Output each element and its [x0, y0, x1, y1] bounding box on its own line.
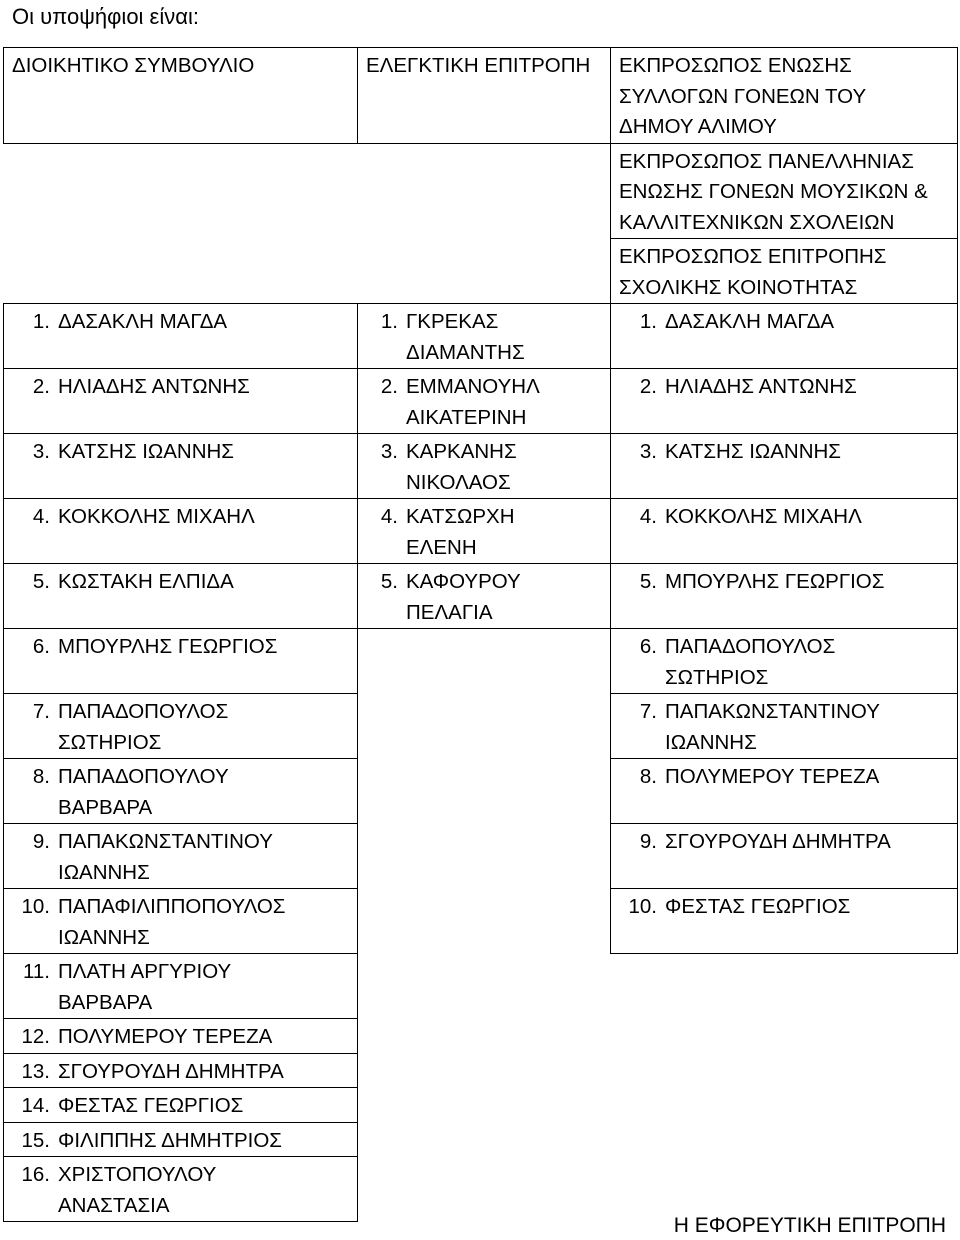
empty-cell — [4, 143, 358, 239]
board-candidate-number: 2. — [32, 375, 50, 398]
board-candidate-name-line: ΦΕΣΤΑΣ ΓΕΩΡΓΙΟΣ — [58, 1094, 244, 1117]
rep-candidate-cell — [611, 564, 958, 629]
board-candidate-number: 6. — [32, 635, 50, 658]
candidate-row — [4, 824, 958, 889]
board-candidate-name-line: ΒΑΡΒΑΡΑ — [58, 795, 153, 819]
audit-candidate-name — [406, 502, 515, 563]
board-candidate-name-line: ΚΑΤΣΗΣ ΙΩΑΝΝΗΣ — [58, 440, 234, 463]
audit-candidate-name-line: ΑΙΚΑΤΕΡΙΝΗ — [406, 405, 527, 429]
board-candidate-name — [58, 632, 277, 663]
rep-candidate-name-line: ΣΩΤΗΡΙΟΣ — [665, 665, 769, 689]
audit-candidate-name — [406, 567, 521, 628]
board-candidate-name — [58, 1091, 243, 1122]
rep-school-header-line: ΕΚΠΡΟΣΩΠΟΣ ΕΠΙΤΡΟΠΗΣ — [619, 245, 887, 268]
board-candidate-number: 7. — [32, 700, 50, 723]
audit-candidate-name-line: ΔΙΑΜΑΝΤΗΣ — [406, 340, 525, 364]
candidate-row — [4, 889, 958, 954]
board-candidate-name-line: ΗΛΙΑΔΗΣ ΑΝΤΩΝΗΣ — [58, 375, 250, 398]
candidates-table — [3, 47, 958, 1222]
audit-candidate-number: 1. — [380, 310, 398, 333]
audit-candidate-name-line: ΓΚΡΕΚΑΣ — [406, 310, 499, 333]
rep-candidate-name — [665, 307, 834, 338]
board-candidate-cell — [4, 1019, 358, 1054]
rep-candidate-number: 5. — [639, 570, 657, 593]
rep-candidate-name-line: ΣΓΟΥΡΟΥΔΗ ΔΗΜΗΤΡΑ — [665, 830, 891, 853]
rep-candidate-number: 6. — [639, 635, 657, 658]
board-candidate-cell — [4, 499, 358, 564]
rep-candidate-name-line: ΦΕΣΤΑΣ ΓΕΩΡΓΙΟΣ — [665, 895, 851, 918]
rep-music-header-line: ΕΝΩΣΗΣ ΓΟΝΕΩΝ ΜΟΥΣΙΚΩΝ & — [619, 180, 928, 203]
board-candidate-name-line: ΜΠΟΥΡΛΗΣ ΓΕΩΡΓΙΟΣ — [58, 635, 278, 658]
rep-candidate-name — [665, 567, 884, 598]
board-candidate-name — [58, 1160, 216, 1221]
board-candidate-number: 9. — [32, 830, 50, 853]
audit-candidate-number: 2. — [380, 375, 398, 398]
candidate-row — [4, 434, 958, 499]
board-candidate-number: 3. — [32, 440, 50, 463]
rep-candidate-name-line: ΜΠΟΥΡΛΗΣ ΓΕΩΡΓΙΟΣ — [665, 570, 885, 593]
board-candidate-name — [58, 1057, 284, 1088]
board-candidate-cell — [4, 304, 358, 369]
audit-candidate-name-line: ΝΙΚΟΛΑΟΣ — [406, 470, 511, 494]
candidate-row — [4, 954, 958, 1019]
candidate-row — [4, 304, 958, 369]
audit-header: ΕΛΕΓΚΤΙΚΗ ΕΠΙΤΡΟΠΗ — [366, 54, 591, 77]
candidate-row — [4, 694, 958, 759]
rep-candidate-name-line: ΠΟΛΥΜΕΡΟΥ ΤΕΡΕΖΑ — [665, 765, 880, 788]
audit-candidate-name-line: ΕΜΜΑΝΟΥΗΛ — [406, 375, 540, 398]
board-candidate-name-line: ΔΑΣΑΚΛΗ ΜΑΓΔΑ — [58, 310, 228, 333]
empty-cell — [611, 954, 958, 1019]
board-candidate-name-line: ΑΝΑΣΤΑΣΙΑ — [58, 1193, 170, 1217]
board-candidate-cell — [4, 564, 358, 629]
rep-candidate-name — [665, 372, 857, 403]
board-candidate-cell — [4, 954, 358, 1019]
board-candidate-number: 8. — [32, 765, 50, 788]
empty-cell — [358, 239, 611, 304]
board-candidate-cell — [4, 369, 358, 434]
audit-candidate-cell — [358, 304, 611, 369]
board-candidate-cell — [4, 1157, 358, 1222]
board-candidate-name-line: ΠΟΛΥΜΕΡΟΥ ΤΕΡΕΖΑ — [58, 1025, 273, 1048]
board-candidate-cell — [4, 759, 358, 824]
empty-cell — [358, 1088, 611, 1123]
board-candidate-number: 15. — [21, 1128, 50, 1152]
empty-cell — [358, 1157, 611, 1222]
board-candidate-name-line: ΧΡΙΣΤΟΠΟΥΛΟΥ — [58, 1163, 217, 1186]
audit-header-cell — [358, 48, 611, 144]
empty-cell — [4, 239, 358, 304]
candidate-row — [4, 1088, 958, 1123]
empty-cell — [358, 694, 611, 759]
rep-candidate-name — [665, 437, 841, 468]
board-candidate-name-line: ΣΓΟΥΡΟΥΔΗ ΔΗΜΗΤΡΑ — [58, 1059, 284, 1083]
board-candidate-name-line: ΚΩΣΤΑΚΗ ΕΛΠΙΔΑ — [58, 570, 234, 593]
empty-cell — [358, 629, 611, 694]
rep-candidate-name-line: ΠΑΠΑΚΩΝΣΤΑΝΤΙΝΟΥ — [665, 700, 880, 723]
rep-candidate-number: 10. — [628, 895, 657, 918]
empty-cell — [358, 1122, 611, 1157]
candidate-row — [4, 1053, 958, 1088]
audit-candidate-number: 5. — [380, 570, 398, 593]
board-candidate-name-line: ΠΑΠΑΔΟΠΟΥΛΟΣ — [58, 700, 229, 723]
audit-candidate-name — [406, 437, 517, 498]
board-candidate-name — [58, 307, 227, 338]
board-header-cell — [4, 48, 358, 144]
rep-school-header-cell — [611, 239, 958, 304]
rep-candidate-cell — [611, 369, 958, 434]
candidate-row — [4, 629, 958, 694]
board-candidate-number: 5. — [32, 570, 50, 593]
empty-cell — [358, 1053, 611, 1088]
empty-cell — [611, 1019, 958, 1054]
board-candidate-name — [58, 697, 228, 758]
candidate-row — [4, 369, 958, 434]
board-candidate-number: 11. — [23, 960, 50, 983]
rep-candidate-cell — [611, 499, 958, 564]
board-candidate-name — [58, 372, 250, 403]
empty-cell — [358, 824, 611, 889]
candidate-row — [4, 499, 958, 564]
rep-candidate-name-line: ΚΑΤΣΗΣ ΙΩΑΝΝΗΣ — [665, 440, 841, 463]
board-candidate-name — [58, 892, 285, 953]
board-candidate-name — [58, 502, 255, 533]
board-candidate-name — [58, 1022, 272, 1053]
board-candidate-cell — [4, 824, 358, 889]
audit-candidate-name — [406, 307, 525, 368]
board-candidate-name-line: ΦΙΛΙΠΠΗΣ ΔΗΜΗΤΡΙΟΣ — [58, 1128, 282, 1152]
empty-cell — [358, 143, 611, 239]
audit-candidate-name-line: ΕΛΕΝΗ — [406, 535, 477, 559]
board-candidate-name-line: ΒΑΡΒΑΡΑ — [58, 990, 153, 1014]
rep-candidate-number: 7. — [639, 700, 657, 723]
board-candidate-number: 13. — [21, 1059, 50, 1083]
rep-candidate-name-line: ΠΑΠΑΔΟΠΟΥΛΟΣ — [665, 635, 836, 658]
school-header-row — [4, 239, 958, 304]
rep-candidate-number: 9. — [639, 830, 657, 853]
rep-candidate-name-line: ΔΑΣΑΚΛΗ ΜΑΓΔΑ — [665, 310, 835, 333]
rep-candidate-number: 1. — [639, 310, 657, 333]
rep-music-header-line: ΕΚΠΡΟΣΩΠΟΣ ΠΑΝΕΛΛΗΝΙΑΣ — [619, 149, 914, 173]
rep-candidate-name — [665, 697, 880, 758]
board-candidate-number: 10. — [21, 895, 50, 918]
board-candidate-name — [58, 1126, 282, 1157]
board-candidate-cell — [4, 434, 358, 499]
empty-cell — [611, 1122, 958, 1157]
rep-candidate-name — [665, 502, 862, 533]
empty-cell — [358, 759, 611, 824]
rep-candidate-number: 4. — [639, 505, 657, 528]
rep-candidate-name-line: ΗΛΙΑΔΗΣ ΑΝΤΩΝΗΣ — [665, 375, 857, 398]
rep-candidate-cell — [611, 759, 958, 824]
rep-union-header-cell — [611, 48, 958, 144]
rep-candidate-cell — [611, 889, 958, 954]
board-candidate-name — [58, 957, 231, 1018]
rep-school-header-line: ΣΧΟΛΙΚΗΣ ΚΟΙΝΟΤΗΤΑΣ — [619, 275, 858, 299]
board-candidate-name-line: ΠΑΠΑΚΩΝΣΤΑΝΤΙΝΟΥ — [58, 830, 273, 853]
candidate-row — [4, 564, 958, 629]
rep-candidate-number: 2. — [639, 375, 657, 398]
board-candidate-name-line: ΠΑΠΑΦΙΛΙΠΠΟΠΟΥΛΟΣ — [58, 895, 286, 918]
rep-candidate-name — [665, 632, 835, 693]
audit-candidate-cell — [358, 434, 611, 499]
board-candidate-name — [58, 437, 234, 468]
rep-candidate-cell — [611, 694, 958, 759]
rep-music-header-line: ΚΑΛΛΙΤΕΧΝΙΚΩΝ ΣΧΟΛΕΙΩΝ — [619, 210, 895, 234]
intro-text: Οι υποψήφιοι είναι: — [12, 4, 199, 29]
audit-candidate-cell — [358, 564, 611, 629]
audit-candidate-cell — [358, 369, 611, 434]
rep-music-header-cell — [611, 143, 958, 239]
board-candidate-cell — [4, 1053, 358, 1088]
rep-union-header-line: ΣΥΛΛΟΓΩΝ ΓΟΝΕΩΝ ΤΟΥ — [619, 84, 867, 108]
candidates-table-body — [4, 48, 958, 1222]
rep-candidate-cell — [611, 304, 958, 369]
rep-union-header-line: ΕΚΠΡΟΣΩΠΟΣ ΕΝΩΣΗΣ — [619, 54, 852, 77]
empty-cell — [611, 1053, 958, 1088]
audit-candidate-cell — [358, 499, 611, 564]
board-candidate-number: 14. — [21, 1094, 50, 1117]
board-candidate-cell — [4, 1088, 358, 1123]
rep-union-header-line: ΔΗΜΟΥ ΑΛΙΜΟΥ — [619, 115, 777, 138]
board-candidate-name-line: ΚΟΚΚΟΛΗΣ ΜΙΧΑΗΛ — [58, 505, 255, 528]
rep-candidate-name — [665, 827, 891, 858]
board-candidate-number: 4. — [32, 505, 50, 528]
board-header: ΔΙΟΙΚΗΤΙΚΟ ΣΥΜΒΟΥΛΙΟ — [12, 54, 255, 77]
board-candidate-name-line: ΠΑΠΑΔΟΠΟΥΛΟΥ — [58, 765, 229, 788]
audit-candidate-number: 4. — [380, 505, 398, 528]
rep-candidate-name — [665, 762, 879, 793]
board-candidate-name — [58, 762, 229, 823]
board-candidate-number: 16. — [21, 1163, 50, 1186]
empty-cell — [358, 1019, 611, 1054]
rep-candidate-name-line: ΚΟΚΚΟΛΗΣ ΜΙΧΑΗΛ — [665, 505, 862, 528]
board-candidate-name-line: ΠΛΑΤΗ ΑΡΓΥΡΙΟΥ — [58, 960, 232, 983]
empty-cell — [358, 954, 611, 1019]
audit-candidate-number: 3. — [380, 440, 398, 463]
rep-candidate-name-line: ΙΩΑΝΝΗΣ — [665, 730, 757, 754]
rep-candidate-number: 3. — [639, 440, 657, 463]
audit-candidate-name-line: ΚΑΡΚΑΝΗΣ — [406, 440, 517, 463]
rep-candidate-cell — [611, 824, 958, 889]
audit-candidate-name — [406, 372, 540, 433]
board-candidate-cell — [4, 694, 358, 759]
candidate-row — [4, 759, 958, 824]
board-candidate-name-line: ΙΩΑΝΝΗΣ — [58, 925, 150, 949]
audit-candidate-name-line: ΚΑΤΣΩΡΧΗ — [406, 505, 515, 528]
board-candidate-name-line: ΙΩΑΝΝΗΣ — [58, 860, 150, 884]
board-candidate-number: 12. — [21, 1025, 50, 1048]
rep-candidate-cell — [611, 629, 958, 694]
board-candidate-name-line: ΣΩΤΗΡΙΟΣ — [58, 730, 162, 754]
rep-candidate-cell — [611, 434, 958, 499]
empty-cell — [611, 1088, 958, 1123]
board-candidate-cell — [4, 629, 358, 694]
empty-cell — [358, 889, 611, 954]
board-candidate-number: 1. — [32, 310, 50, 333]
board-candidate-name — [58, 567, 234, 598]
rep-candidate-number: 8. — [639, 765, 657, 788]
candidate-row — [4, 1019, 958, 1054]
header-row — [4, 48, 958, 144]
board-candidate-cell — [4, 1122, 358, 1157]
rep-candidate-name — [665, 892, 850, 923]
audit-candidate-name-line: ΚΑΦΟΥΡΟΥ — [406, 570, 521, 593]
candidate-row — [4, 1122, 958, 1157]
board-candidate-name — [58, 827, 273, 888]
board-candidate-cell — [4, 889, 358, 954]
audit-candidate-name-line: ΠΕΛΑΓΙΑ — [406, 600, 493, 624]
music-header-row — [4, 143, 958, 239]
footer-signature: Η ΕΦΟΡΕΥΤΙΚΗ ΕΠΙΤΡΟΠΗ — [673, 1214, 946, 1237]
